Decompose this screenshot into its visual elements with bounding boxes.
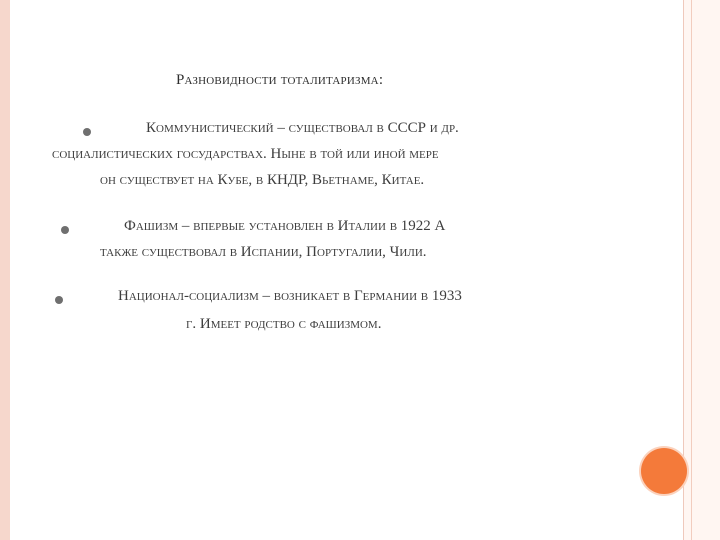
item-2-line-1: Фашизм – впервые установлен в Италии в 1922 А — [124, 218, 446, 234]
left-frame-border — [0, 0, 10, 540]
bullet-icon — [61, 226, 69, 234]
bullet-icon — [83, 128, 91, 136]
item-1-line-3: он существует на Кубе, в КНДР, Вьетнаме, Китае. — [100, 172, 425, 188]
right-frame-line — [691, 0, 692, 540]
item-3-line-2: г. Имеет родство с фашизмом. — [186, 316, 382, 332]
accent-circle-decoration — [641, 448, 687, 494]
item-3-line-1: Национал-социализм – возникает в Германии в 1933 — [118, 288, 462, 304]
item-1-line-1: Коммунистический – существовал в СССР и др. — [146, 120, 459, 136]
right-frame-border — [683, 0, 720, 540]
item-2-line-2: также существовал в Испании, Португалии, Чили. — [100, 244, 427, 260]
bullet-icon — [55, 296, 63, 304]
item-1-line-2: социалистических государствах. Ныне в той или иной мере — [52, 146, 439, 162]
slide-title: Разновидности тоталитаризма: — [176, 72, 384, 88]
